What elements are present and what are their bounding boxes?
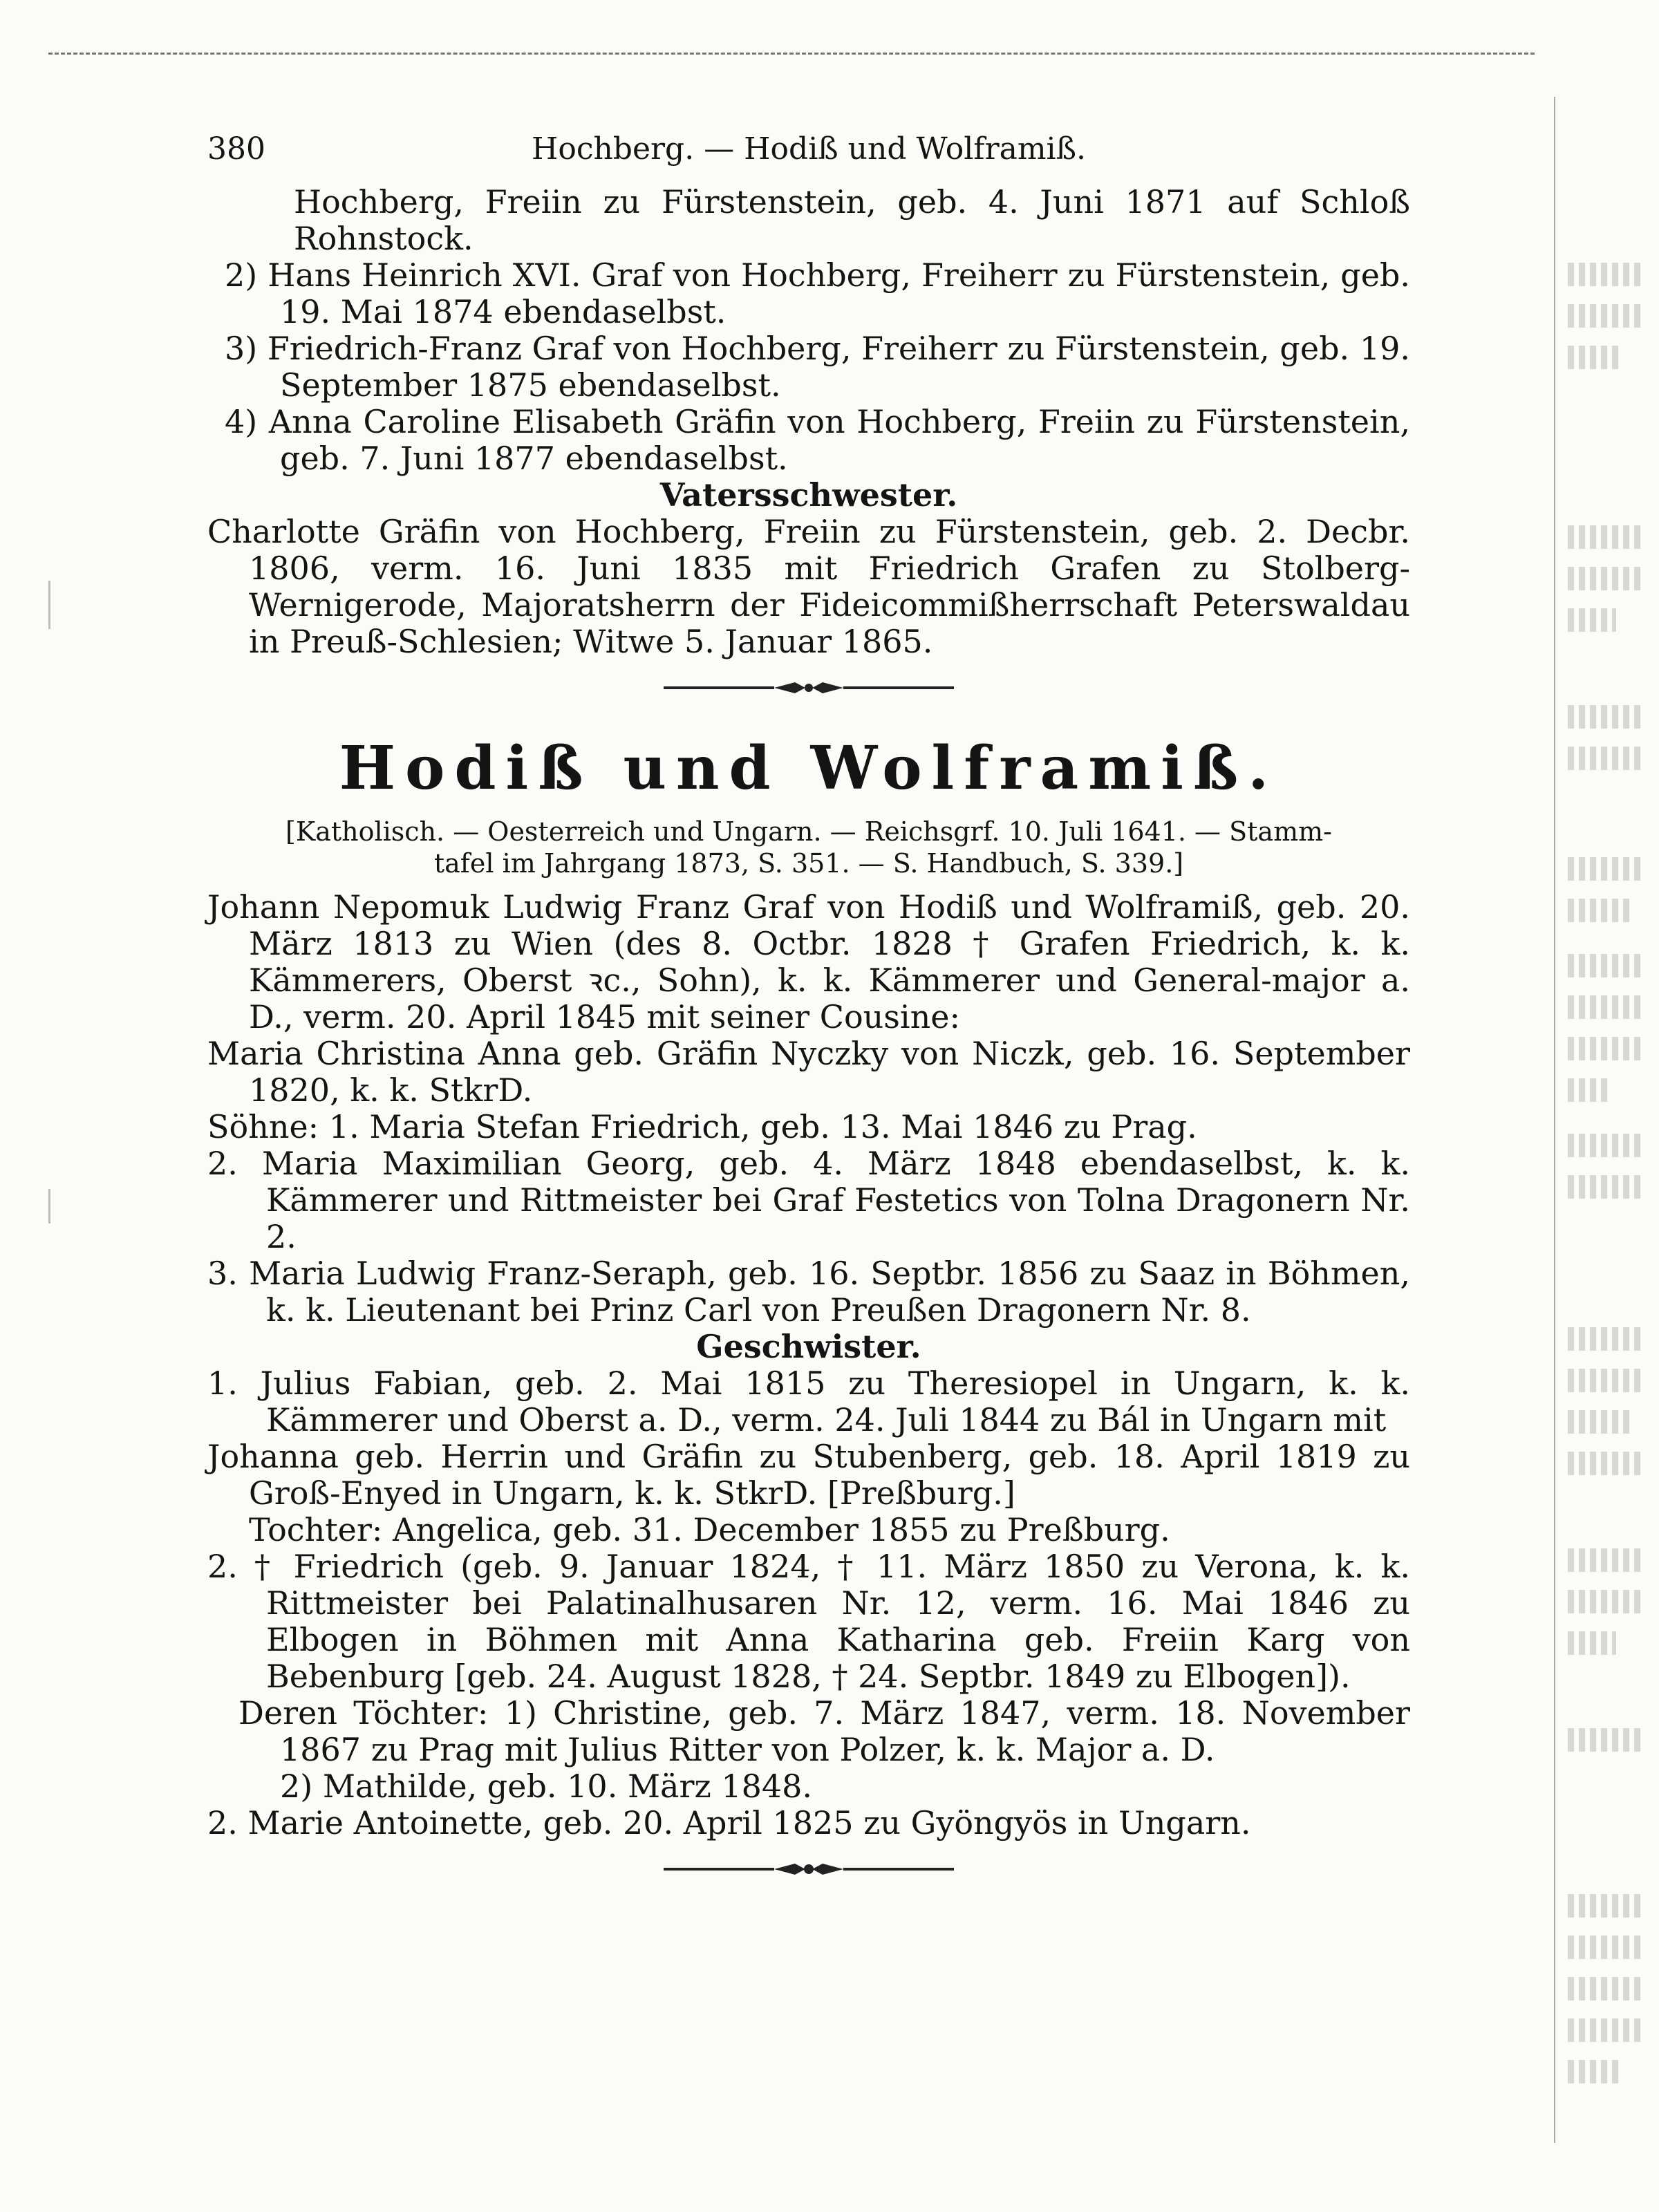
margin-mark [48, 1189, 50, 1224]
bracket-line: [Katholisch. — Oesterreich und Ungarn. — Reichsgrf. 10. Juli 1641. — Stamm- [285, 816, 1332, 847]
adjacent-page-bleed [1554, 97, 1659, 2143]
section-bracket-note [207, 816, 1410, 879]
margin-mark [48, 581, 50, 629]
subheading: Geschwister. [696, 1328, 921, 1365]
entry-text: Johann Nepomuk Ludwig Franz Graf von Hodiß und Wolframiß, geb. 20. März 1813 zu Wien (des 8. Octbr. 1828 † Grafen Friedrich, k. k. Kämmerers, Oberst ꝛc., Sohn), k. k. Kämmerer und General-major a. D., verm. 20. April 1845 mit seiner Cousine: [207, 888, 1410, 1035]
page-number: 380 [207, 131, 265, 167]
entry-text: Tochter: Angelica, geb. 31. December 1855 zu Preßburg. [249, 1511, 1170, 1548]
entry-text: 1. Julius Fabian, geb. 2. Mai 1815 zu Theresiopel in Ungarn, k. k. Kämmerer und Oberst a. D., verm. 24. Juli 1844 zu Bál in Ungarn mit [207, 1365, 1410, 1438]
ornament-divider [207, 660, 1410, 727]
running-head [207, 118, 1410, 184]
entries-main [207, 889, 1410, 1841]
entry-text: 4) Anna Caroline Elisabeth Gräfin von Hochberg, Freiin zu Fürstenstein, geb. 7. Juni 1877 ebendaselbst. [225, 403, 1410, 477]
entry-text: 2. Marie Antoinette, geb. 20. April 1825 zu Gyöngyös in Ungarn. [207, 1804, 1251, 1841]
entry-text: Maria Christina Anna geb. Gräfin Nyczky von Niczk, geb. 16. September 1820, k. k. StkrD. [207, 1035, 1410, 1109]
entry-text: Charlotte Gräfin von Hochberg, Freiin zu Fürstenstein, geb. 2. Decbr. 1806, verm. 16. Juni 1835 mit Friedrich Grafen zu Stolberg-Wernigerode, Majoratsherrn der Fideicommißherrschaft Peterswaldau in Preuß-Schlesien; Witwe 5. Januar 1865. [207, 513, 1410, 660]
entry-text: 3. Maria Ludwig Franz-Seraph, geb. 16. Septbr. 1856 zu Saaz in Böhmen, k. k. Lieutenant bei Prinz Carl von Preußen Dragonern Nr. 8. [207, 1255, 1410, 1329]
entry-text: 2) Hans Heinrich XVI. Graf von Hochberg, Freiherr zu Fürstenstein, geb. 19. Mai 1874 ebendaselbst. [225, 256, 1410, 330]
entry-text: 3) Friedrich-Franz Graf von Hochberg, Freiherr zu Fürstenstein, geb. 19. September 1875 ebendaselbst. [225, 330, 1410, 404]
running-title: Hochberg. — Hodiß und Wolframiß. [531, 131, 1087, 167]
entry-text: Söhne: 1. Maria Stefan Friedrich, geb. 13. Mai 1846 zu Prag. [207, 1108, 1197, 1145]
ornament-divider-end [207, 1841, 1410, 1918]
entry-text: 2. † Friedrich (geb. 9. Januar 1824, † 11. März 1850 zu Verona, k. k. Rittmeister bei Palatinalhusaren Nr. 12, verm. 16. Mai 1846 zu Elbogen in Böhmen mit Anna Katharina geb. Freiin Karg von Bebenburg [geb. 24. August 1828, † 24. Septbr. 1849 zu Elbogen]). [207, 1548, 1410, 1695]
page-body [207, 118, 1410, 1918]
bracket-line: tafel im Jahrgang 1873, S. 351. — S. Handbuch, S. 339.] [433, 848, 1184, 879]
entry-text: Johanna geb. Herrin und Gräfin zu Stubenberg, geb. 18. April 1819 zu Groß-Enyed in Ungarn, k. k. StkrD. [Preßburg.] [207, 1438, 1410, 1512]
entry-text: Deren Töchter: 1) Christine, geb. 7. März 1847, verm. 18. November 1867 zu Prag mit Julius Ritter von Polzer, k. k. Major a. D. [238, 1694, 1410, 1768]
entry-text: 2. Maria Maximilian Georg, geb. 4. März 1848 ebendaselbst, k. k. Kämmerer und Rittmeister bei Graf Festetics von Tolna Dragonern Nr. 2. [207, 1145, 1410, 1255]
top-rule [48, 53, 1535, 55]
subheading: Vatersschwester. [659, 476, 958, 514]
entry-text: Hochberg, Freiin zu Fürstenstein, geb. 4. Juni 1871 auf Schloß Rohnstock. [294, 183, 1410, 257]
section-title: Hodiß und Wolframiß. [339, 733, 1279, 803]
entries-top [207, 184, 1410, 660]
entry-text: 2) Mathilde, geb. 10. März 1848. [280, 1768, 813, 1805]
